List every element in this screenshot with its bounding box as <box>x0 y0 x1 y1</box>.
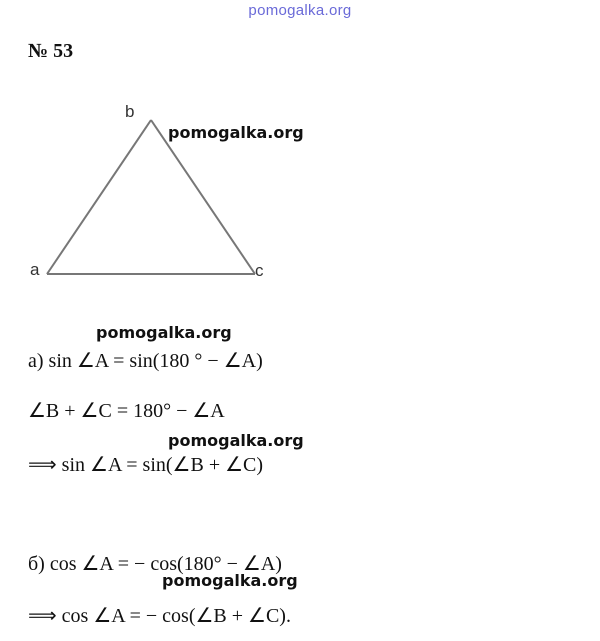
vertex-label-b: b <box>125 102 135 121</box>
part-a-line-1: а) sin ∠A = sin(180 ° − ∠A) <box>28 350 263 372</box>
vertex-label-c: c <box>255 261 264 280</box>
problem-number: № 53 <box>28 40 74 62</box>
vertex-label-a: a <box>30 260 40 279</box>
watermark-text: pomogalka.org <box>168 431 304 450</box>
watermark-text: pomogalka.org <box>162 571 298 590</box>
part-b-line-2: ⟹ cos ∠A = − cos(∠B + ∠C). <box>28 605 291 627</box>
site-header-link[interactable]: pomogalka.org <box>248 2 352 19</box>
side-ab <box>47 120 151 274</box>
watermark-figure: pomogalka.org <box>168 123 304 142</box>
part-a-line-2: ∠B + ∠C = 180° − ∠A <box>28 400 225 422</box>
part-a-line-3: ⟹ sin ∠A = sin(∠B + ∠C) <box>28 454 264 476</box>
side-bc <box>151 120 255 274</box>
part-b-line-1: б) cos ∠A = − cos(180° − ∠A) <box>28 553 282 575</box>
watermark-text: pomogalka.org <box>96 323 232 342</box>
